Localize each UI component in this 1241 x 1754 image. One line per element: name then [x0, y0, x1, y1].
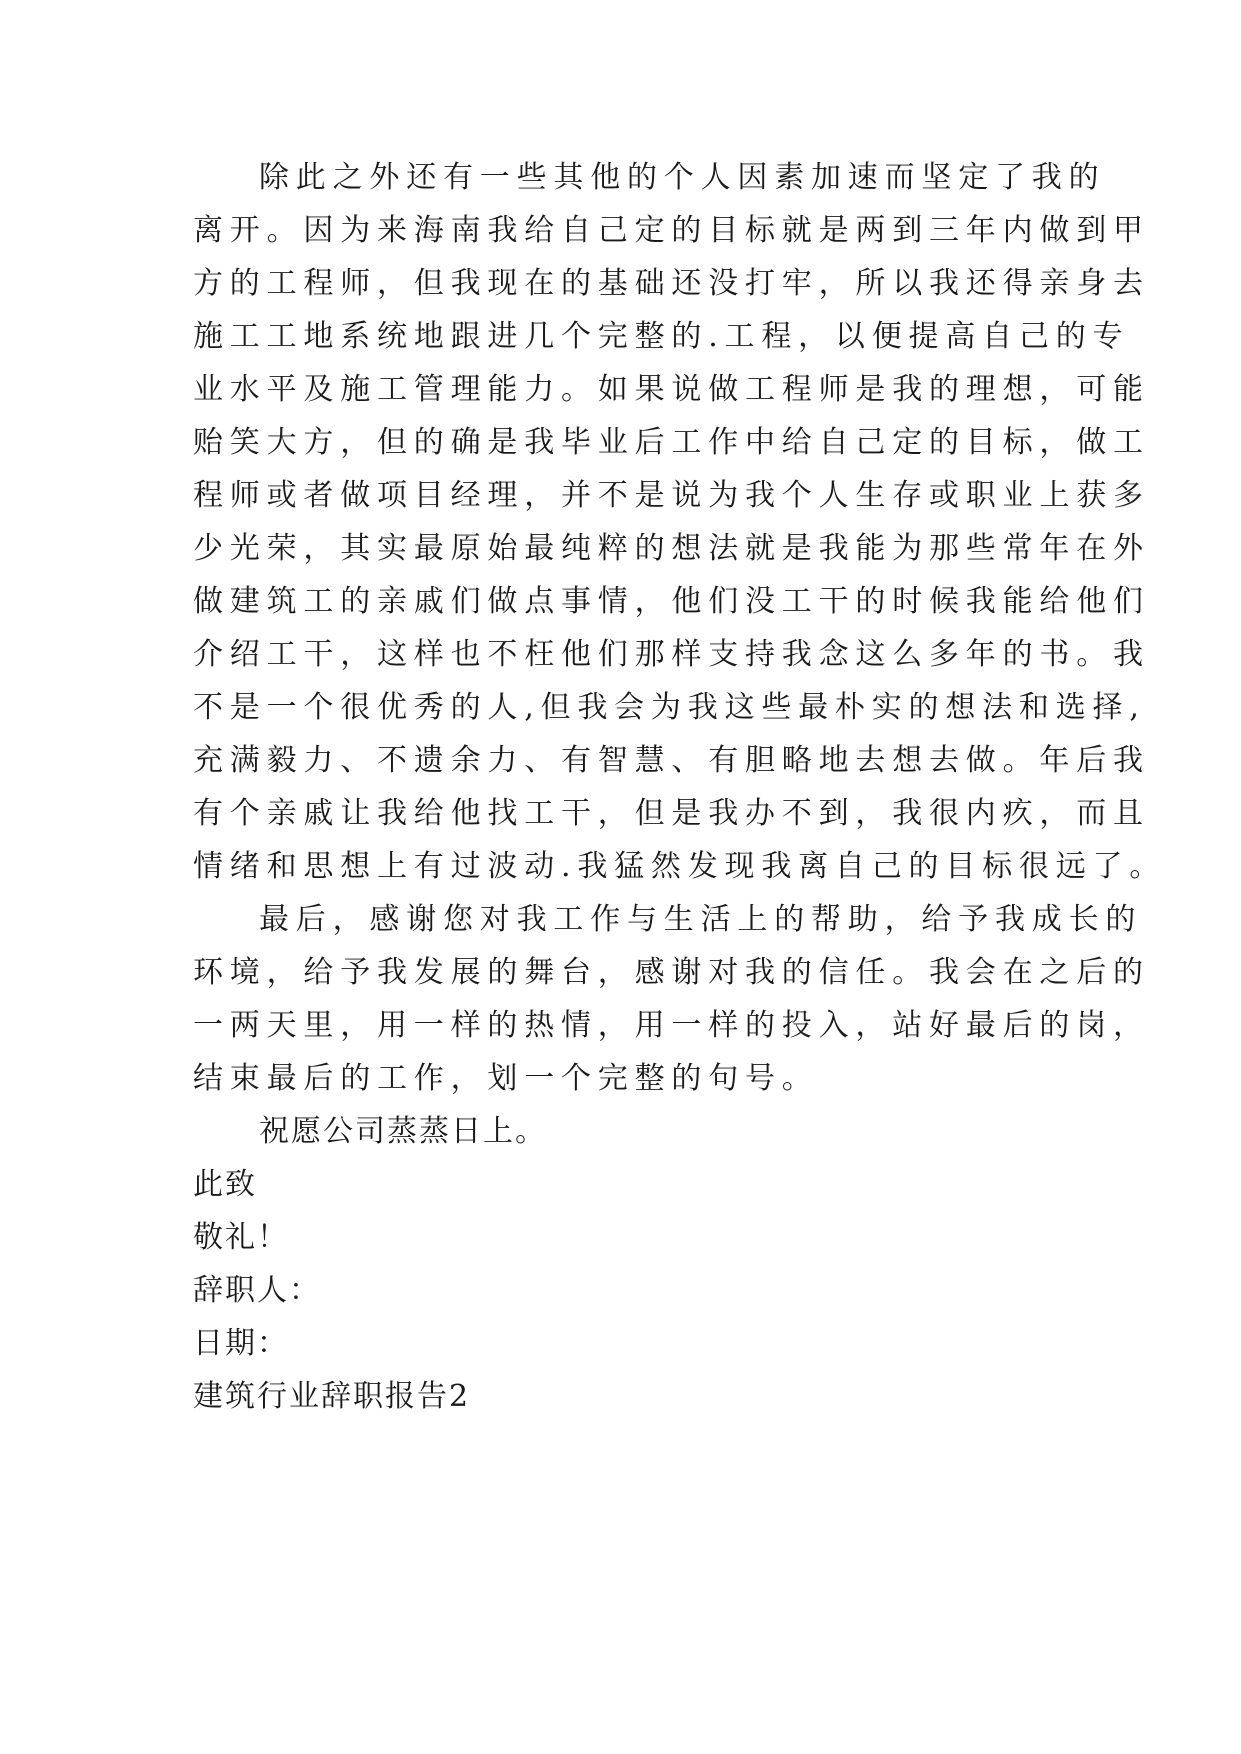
paragraph-line: 贻笑大方，但的确是我毕业后工作中给自己定的目标，做工	[193, 425, 1150, 460]
paragraph-line: 程师或者做项目经理，并不是说为我个人生存或职业上获多	[193, 478, 1150, 513]
paragraph-line: 业水平及施工管理能力。如果说做工程师是我的理想，可能	[193, 372, 1150, 407]
paragraph-line: 少光荣，其实最原始最纯粹的想法就是我能为那些常年在外	[193, 531, 1150, 566]
paragraph-line: 情绪和思想上有过波动.我猛然发现我离自己的目标很远了。	[193, 849, 1167, 884]
paragraph-line: 方的工程师，但我现在的基础还没打牢，所以我还得亲身去	[193, 266, 1150, 301]
paragraph-line: 施工工地系统地跟进几个完整的.工程，以便提高自己的专	[193, 319, 1130, 354]
paragraph-line: 做建筑工的亲戚们做点事情，他们没工干的时候我能给他们	[193, 584, 1150, 619]
paragraph-line: 不是一个很优秀的人,但我会为我这些最朴实的想法和选择,	[193, 690, 1146, 725]
paragraph-line: 环境，给予我发展的舞台，感谢对我的信任。我会在之后的	[193, 955, 1150, 990]
next-section-heading: 建筑行业辞职报告2	[193, 1379, 471, 1414]
date-label: 日期：	[193, 1326, 289, 1361]
closing-salutation: 此致	[193, 1167, 257, 1202]
closing-respect: 敬礼！	[193, 1220, 289, 1255]
paragraph-line: 一两天里，用一样的热情，用一样的投入，站好最后的岗，	[193, 1008, 1150, 1043]
paragraph-line: 有个亲戚让我给他找工干，但是我办不到，我很内疚，而且	[193, 796, 1150, 831]
resigner-label: 辞职人：	[193, 1273, 321, 1308]
paragraph-line: 最后，感谢您对我工作与生活上的帮助，给予我成长的	[259, 902, 1143, 937]
paragraph-line: 离开。因为来海南我给自己定的目标就是两到三年内做到甲	[193, 213, 1150, 248]
paragraph-line: 介绍工干，这样也不枉他们那样支持我念这么多年的书。我	[193, 637, 1150, 672]
paragraph-line: 充满毅力、不遗余力、有智慧、有胆略地去想去做。年后我	[193, 743, 1150, 778]
paragraph-line: 结束最后的工作，划一个完整的句号。	[193, 1061, 819, 1096]
paragraph-line: 祝愿公司蒸蒸日上。	[259, 1114, 547, 1149]
paragraph-line: 除此之外还有一些其他的个人因素加速而坚定了我的	[259, 160, 1106, 195]
